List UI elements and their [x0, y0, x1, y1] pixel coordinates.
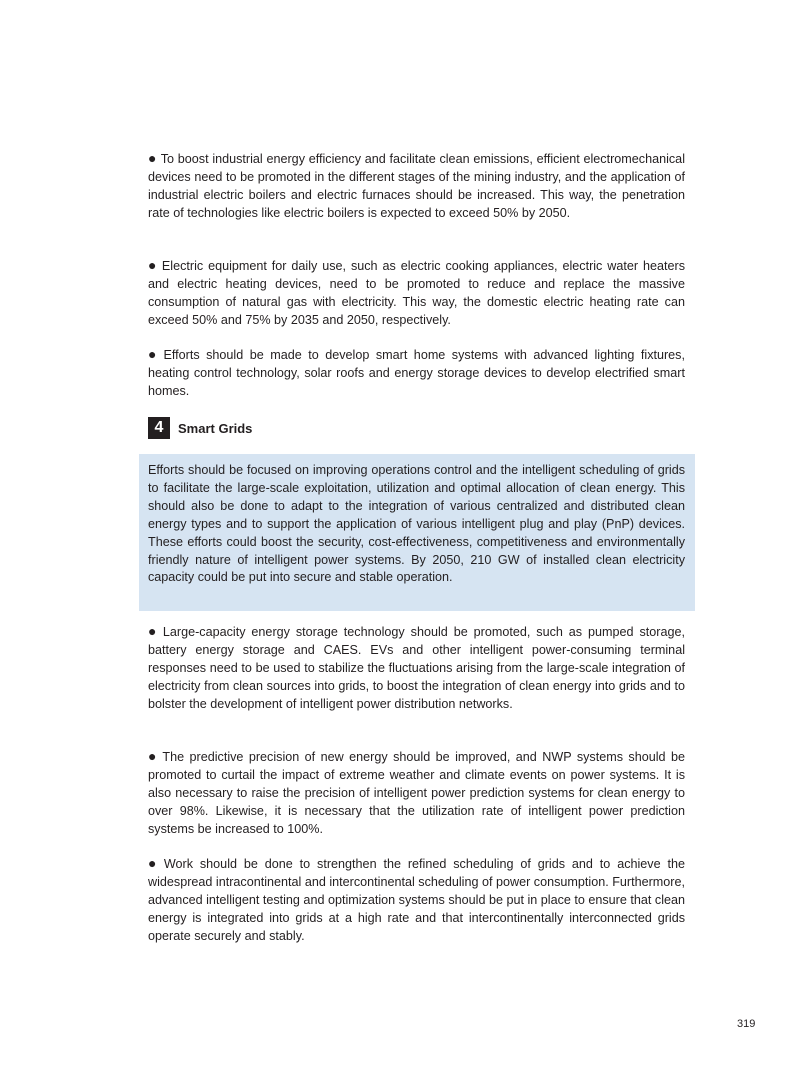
bullet-icon: ● [148, 346, 160, 362]
paragraph-text: Electric equipment for daily use, such as electric cooking appliances, electric water heaters and electric heating devices, need to be promoted to reduce and replace the massive consumption of natural gas with electricity. This way, the domestic electric heating rate can exceed 50% and 75% by 2035 and 2050, respectively. [148, 259, 685, 327]
bullet-icon: ● [148, 855, 160, 871]
highlight-text: Efforts should be focused on improving operations control and the intelligent scheduling of grids to facilitate the large-scale exploitation, utilization and optimal allocation of clean energy. This should also be done to adapt to the integration of various centralized and distributed clean energy types and to support the application of various intelligent plug and play (PnP) devices. These efforts could boost the security, cost-effectiveness, competitiveness and environmentally friendly nature of intelligent power systems. By 2050, 210 GW of installed clean electricity capacity could be put into secure and stable operation. [148, 463, 685, 585]
paragraph-text: Efforts should be made to develop smart home systems with advanced lighting fixtures, heating control technology, solar roofs and energy storage devices to develop electrified smart homes. [148, 348, 685, 398]
bullet-paragraph [148, 623, 685, 714]
page-number: 319 [737, 1018, 756, 1030]
paragraph-text: Large-capacity energy storage technology should be promoted, such as pumped storage, battery energy storage and CAES. EVs and other intelligent power-consuming terminal responses need to be used to stabilize the fluctuations arising from the large-scale integration of electricity from clean sources into grids, to boost the integration of clean energy into grids and to bolster the development of intelligent power distribution networks. [148, 625, 685, 711]
bullet-paragraph [148, 150, 685, 223]
bullet-paragraph [148, 855, 685, 946]
bullet-paragraph [148, 346, 685, 401]
paragraph-text: To boost industrial energy efficiency and facilitate clean emissions, efficient electromechanical devices need to be promoted in the different stages of the mining industry, and the application of industrial electric boilers and electric furnaces should be increased. This way, the penetration rate of technologies like electric boilers is expected to exceed 50% by 2050. [148, 152, 685, 220]
bullet-icon: ● [148, 748, 159, 764]
bullet-paragraph [148, 748, 685, 839]
highlight-box [139, 454, 695, 611]
bullet-paragraph [148, 257, 685, 330]
paragraph-text: Work should be done to strengthen the refined scheduling of grids and to achieve the widespread intracontinental and intercontinental scheduling of power consumption. Furthermore, advanced intelligent testing and optimization systems should be put in place to ensure that clean energy is integrated into grids at a high rate and that intercontinentally interconnected grids operate securely and stably. [148, 857, 685, 943]
section-heading [148, 417, 252, 439]
bullet-icon: ● [148, 257, 158, 273]
section-title: Smart Grids [178, 420, 253, 436]
paragraph-text: The predictive precision of new energy should be improved, and NWP systems should be promoted to curtail the impact of extreme weather and climate events on power systems. It is also necessary to raise the precision of intelligent power prediction systems for clean energy to over 98%. Likewise, it is necessary that the utilization rate of intelligent power prediction systems be increased to 100%. [148, 750, 685, 836]
bullet-icon: ● [148, 623, 159, 639]
section-number: 4 [148, 417, 170, 439]
bullet-icon: ● [148, 150, 157, 166]
